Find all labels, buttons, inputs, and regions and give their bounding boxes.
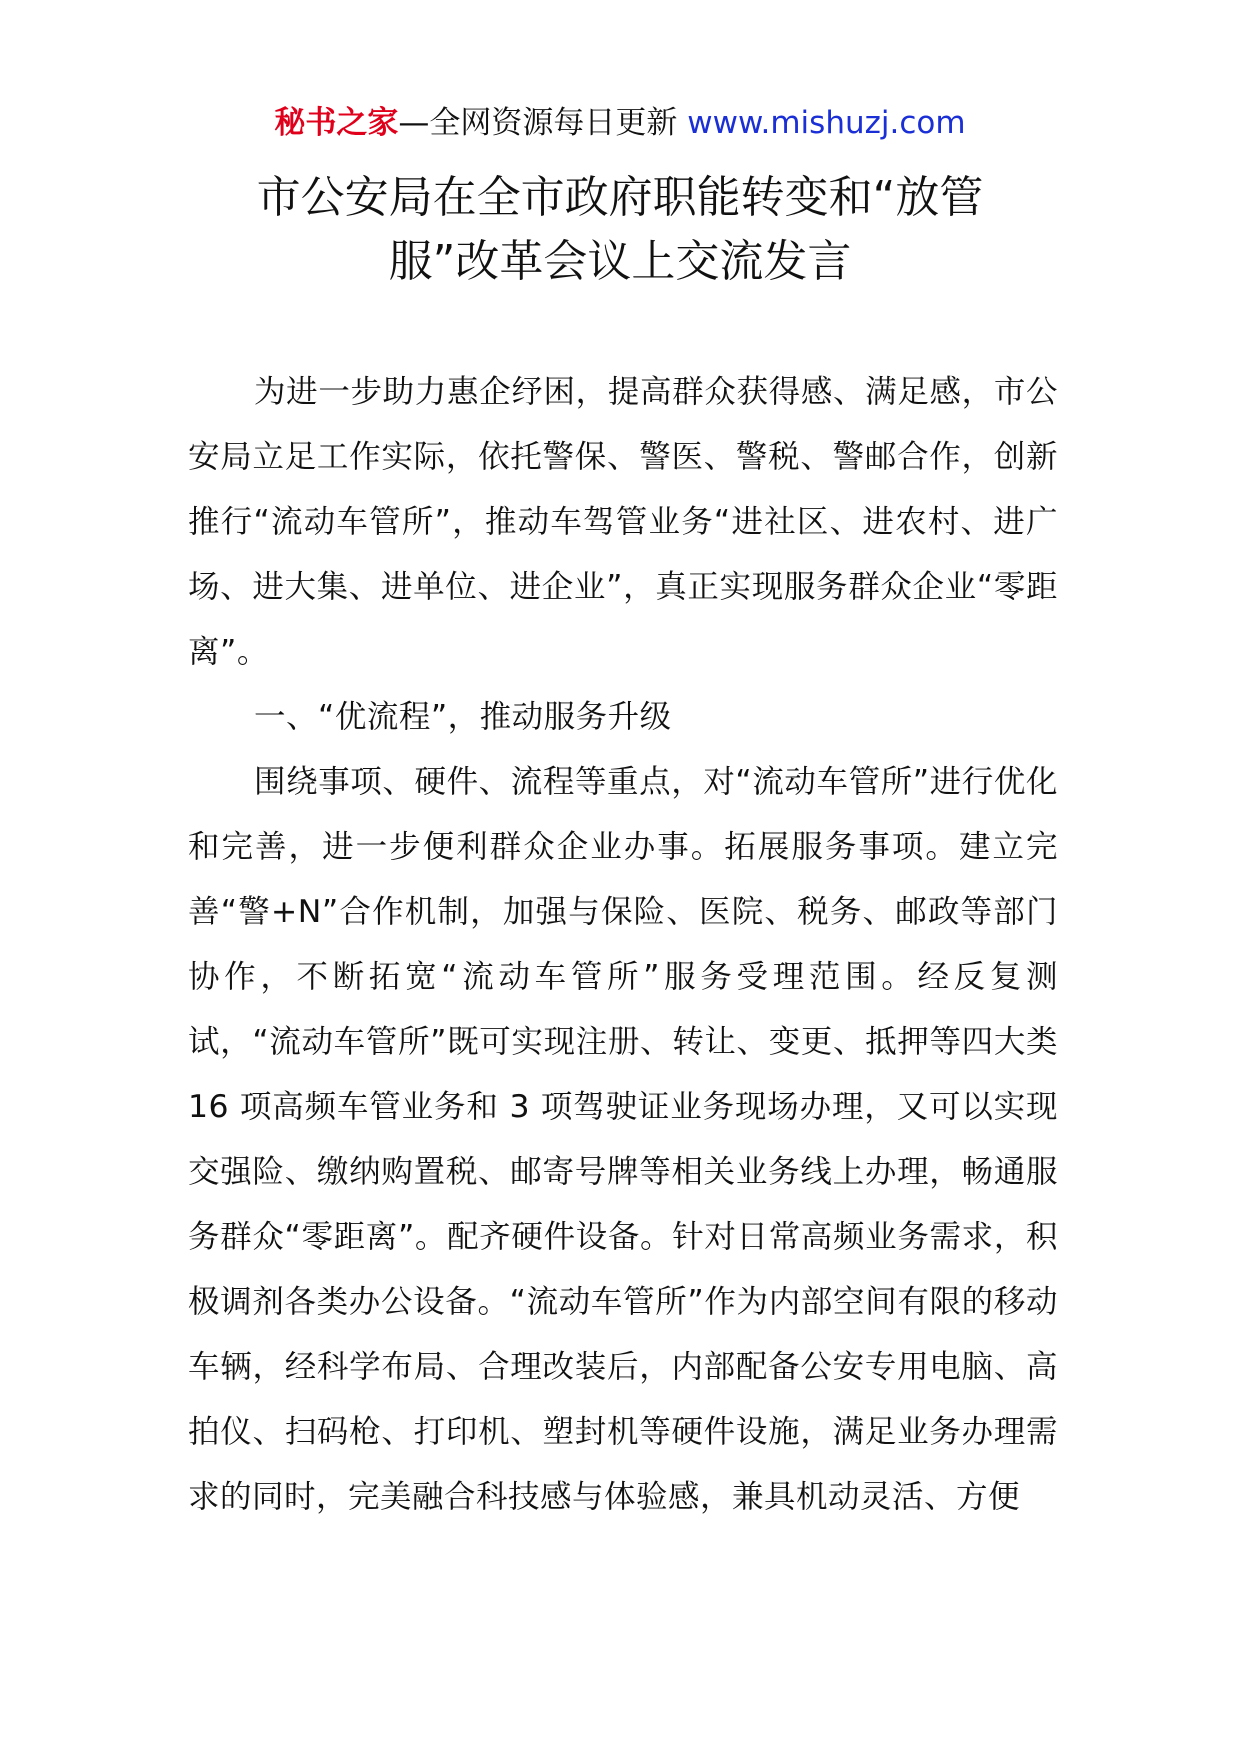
intro-paragraph: 为进一步助力惠企纾困，提高群众获得感、满足感，市公安局立足工作实际，依托警保、警医、警税、警邮合作，创新推行“流动车管所”，推动车驾管业务“进社区、进农村、进广场、进大集、进单位、进企业”，真正实现服务群众企业“零距离”。 — [188, 374, 1058, 670]
banner-tagline: —全网资源每日更新 — [398, 105, 678, 141]
body-paragraph: 围绕事项、硬件、流程等重点，对“流动车管所”进行优化和完善，进一步便利群众企业办事。拓展服务事项。建立完善“警+N”合作机制，加强与保险、医院、税务、邮政等部门协作，不断拓宽“流动车管所”服务受理范围。经反复测试，“流动车管所”既可实现注册、转让、变更、抵押等四大类 16 项高频车管业务和 3 项驾驶证业务现场办理，又可以实现交强险、缴纳购置税、邮寄号牌等相关业务线上办理，畅通服务群众“零距离”。配齐硬件设备。针对日常高频业务需求，积极调剂各类办公设备。“流动车管所”作为内部空间有限的移动车辆，经科学布局、合理改装后，内部配备公安专用电脑、高拍仪、扫码枪、打印机、塑封机等硬件设施，满足业务办理需求的同时，完美融合科技感与体验感，兼具机动灵活、方便 — [188, 764, 1058, 1515]
section-heading: 一、“优流程”，推动服务升级 — [254, 699, 672, 735]
banner-brand: 秘书之家 — [274, 105, 399, 141]
document-title — [180, 166, 1060, 294]
title-line-2: 服”改革会议上交流发言 — [388, 236, 852, 287]
document-body — [188, 360, 1058, 1530]
title-line-1: 市公安局在全市政府职能转变和“放管 — [256, 172, 984, 223]
site-banner — [0, 103, 1240, 143]
banner-url-link[interactable]: www.mishuzj.com — [687, 105, 966, 141]
